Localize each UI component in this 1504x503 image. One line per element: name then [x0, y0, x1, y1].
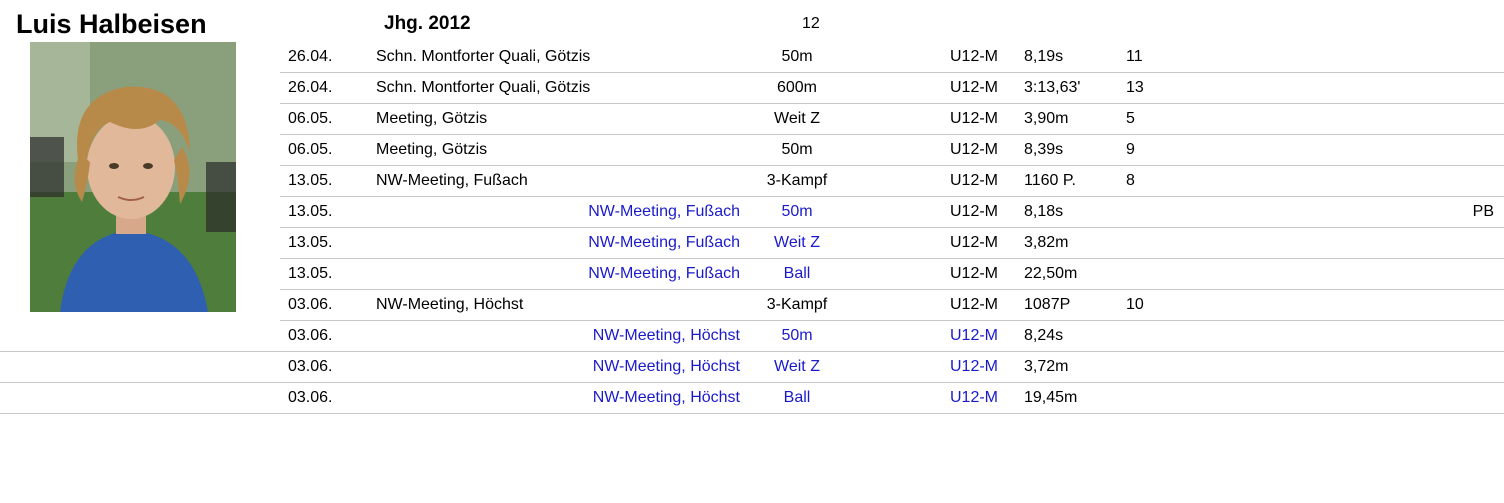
result-event: 50m	[752, 321, 842, 352]
result-rank: 8	[1122, 166, 1192, 197]
result-meeting: Schn. Montforter Quali, Götzis	[364, 73, 752, 104]
result-date: 13.05.	[280, 197, 364, 228]
result-meeting: NW-Meeting, Fußach	[364, 259, 752, 290]
table-row	[0, 321, 1504, 352]
result-class: U12-M	[842, 104, 1012, 135]
result-note	[1192, 135, 1504, 166]
result-class: U12-M	[842, 73, 1012, 104]
result-meeting: Meeting, Götzis	[364, 135, 752, 166]
result-meeting: NW-Meeting, Höchst	[364, 290, 752, 321]
result-value: 19,45m	[1012, 383, 1122, 414]
result-class: U12-M	[842, 42, 1012, 73]
table-row	[0, 352, 1504, 383]
result-date: 06.05.	[280, 135, 364, 166]
table-row	[0, 383, 1504, 414]
result-note	[1192, 259, 1504, 290]
result-value: 8,24s	[1012, 321, 1122, 352]
result-class: U12-M	[842, 352, 1012, 383]
birth-year: Jhg. 2012	[384, 13, 471, 34]
result-date: 26.04.	[280, 42, 364, 73]
athlete-name: Luis Halbeisen	[16, 9, 207, 39]
result-value: 8,19s	[1012, 42, 1122, 73]
result-note	[1192, 321, 1504, 352]
result-date: 03.06.	[280, 321, 364, 352]
result-meeting: NW-Meeting, Höchst	[364, 321, 752, 352]
photo-cell	[0, 321, 280, 352]
result-event: 50m	[752, 197, 842, 228]
result-note	[1192, 104, 1504, 135]
result-event: Weit Z	[752, 352, 842, 383]
result-rank	[1122, 197, 1192, 228]
result-rank: 11	[1122, 42, 1192, 73]
result-class: U12-M	[842, 259, 1012, 290]
result-rank: 5	[1122, 104, 1192, 135]
result-rank	[1122, 321, 1192, 352]
photo-cell	[0, 352, 280, 383]
athlete-photo	[30, 42, 236, 312]
result-rank: 10	[1122, 290, 1192, 321]
result-value: 1087P	[1012, 290, 1122, 321]
result-date: 03.06.	[280, 290, 364, 321]
result-note	[1192, 290, 1504, 321]
result-class: U12-M	[842, 383, 1012, 414]
result-class: U12-M	[842, 228, 1012, 259]
result-note	[1192, 73, 1504, 104]
result-date: 03.06.	[280, 352, 364, 383]
result-class: U12-M	[842, 321, 1012, 352]
result-rank	[1122, 352, 1192, 383]
result-date: 03.06.	[280, 383, 364, 414]
result-note: PB	[1192, 197, 1504, 228]
result-meeting: NW-Meeting, Fußach	[364, 228, 752, 259]
photo-cell	[0, 383, 280, 414]
result-value: 8,18s	[1012, 197, 1122, 228]
result-value: 3,82m	[1012, 228, 1122, 259]
result-event: Ball	[752, 383, 842, 414]
athlete-photo-image	[30, 42, 236, 312]
age-value: 12	[802, 15, 820, 32]
result-date: 13.05.	[280, 259, 364, 290]
result-class: U12-M	[842, 290, 1012, 321]
result-event: Ball	[752, 259, 842, 290]
result-event: 3-Kampf	[752, 166, 842, 197]
result-rank: 9	[1122, 135, 1192, 166]
result-meeting: NW-Meeting, Fußach	[364, 166, 752, 197]
result-date: 13.05.	[280, 166, 364, 197]
result-event: 50m	[752, 135, 842, 166]
result-rank: 13	[1122, 73, 1192, 104]
result-note	[1192, 352, 1504, 383]
result-meeting: Schn. Montforter Quali, Götzis	[364, 42, 752, 73]
result-date: 13.05.	[280, 228, 364, 259]
result-meeting: Meeting, Götzis	[364, 104, 752, 135]
result-event: Weit Z	[752, 228, 842, 259]
result-value: 3,90m	[1012, 104, 1122, 135]
result-class: U12-M	[842, 166, 1012, 197]
result-meeting: NW-Meeting, Höchst	[364, 383, 752, 414]
result-note	[1192, 383, 1504, 414]
result-note	[1192, 228, 1504, 259]
result-class: U12-M	[842, 135, 1012, 166]
result-value: 1160 P.	[1012, 166, 1122, 197]
result-meeting: NW-Meeting, Höchst	[364, 352, 752, 383]
result-note	[1192, 166, 1504, 197]
result-event: 3-Kampf	[752, 290, 842, 321]
result-meeting: NW-Meeting, Fußach	[364, 197, 752, 228]
result-event: Weit Z	[752, 104, 842, 135]
result-value: 3:13,63'	[1012, 73, 1122, 104]
result-value: 3,72m	[1012, 352, 1122, 383]
result-date: 26.04.	[280, 73, 364, 104]
result-event: 50m	[752, 42, 842, 73]
result-date: 06.05.	[280, 104, 364, 135]
result-value: 8,39s	[1012, 135, 1122, 166]
result-event: 600m	[752, 73, 842, 104]
result-class: U12-M	[842, 197, 1012, 228]
result-rank	[1122, 228, 1192, 259]
result-value: 22,50m	[1012, 259, 1122, 290]
result-rank	[1122, 383, 1192, 414]
result-note	[1192, 42, 1504, 73]
result-rank	[1122, 259, 1192, 290]
